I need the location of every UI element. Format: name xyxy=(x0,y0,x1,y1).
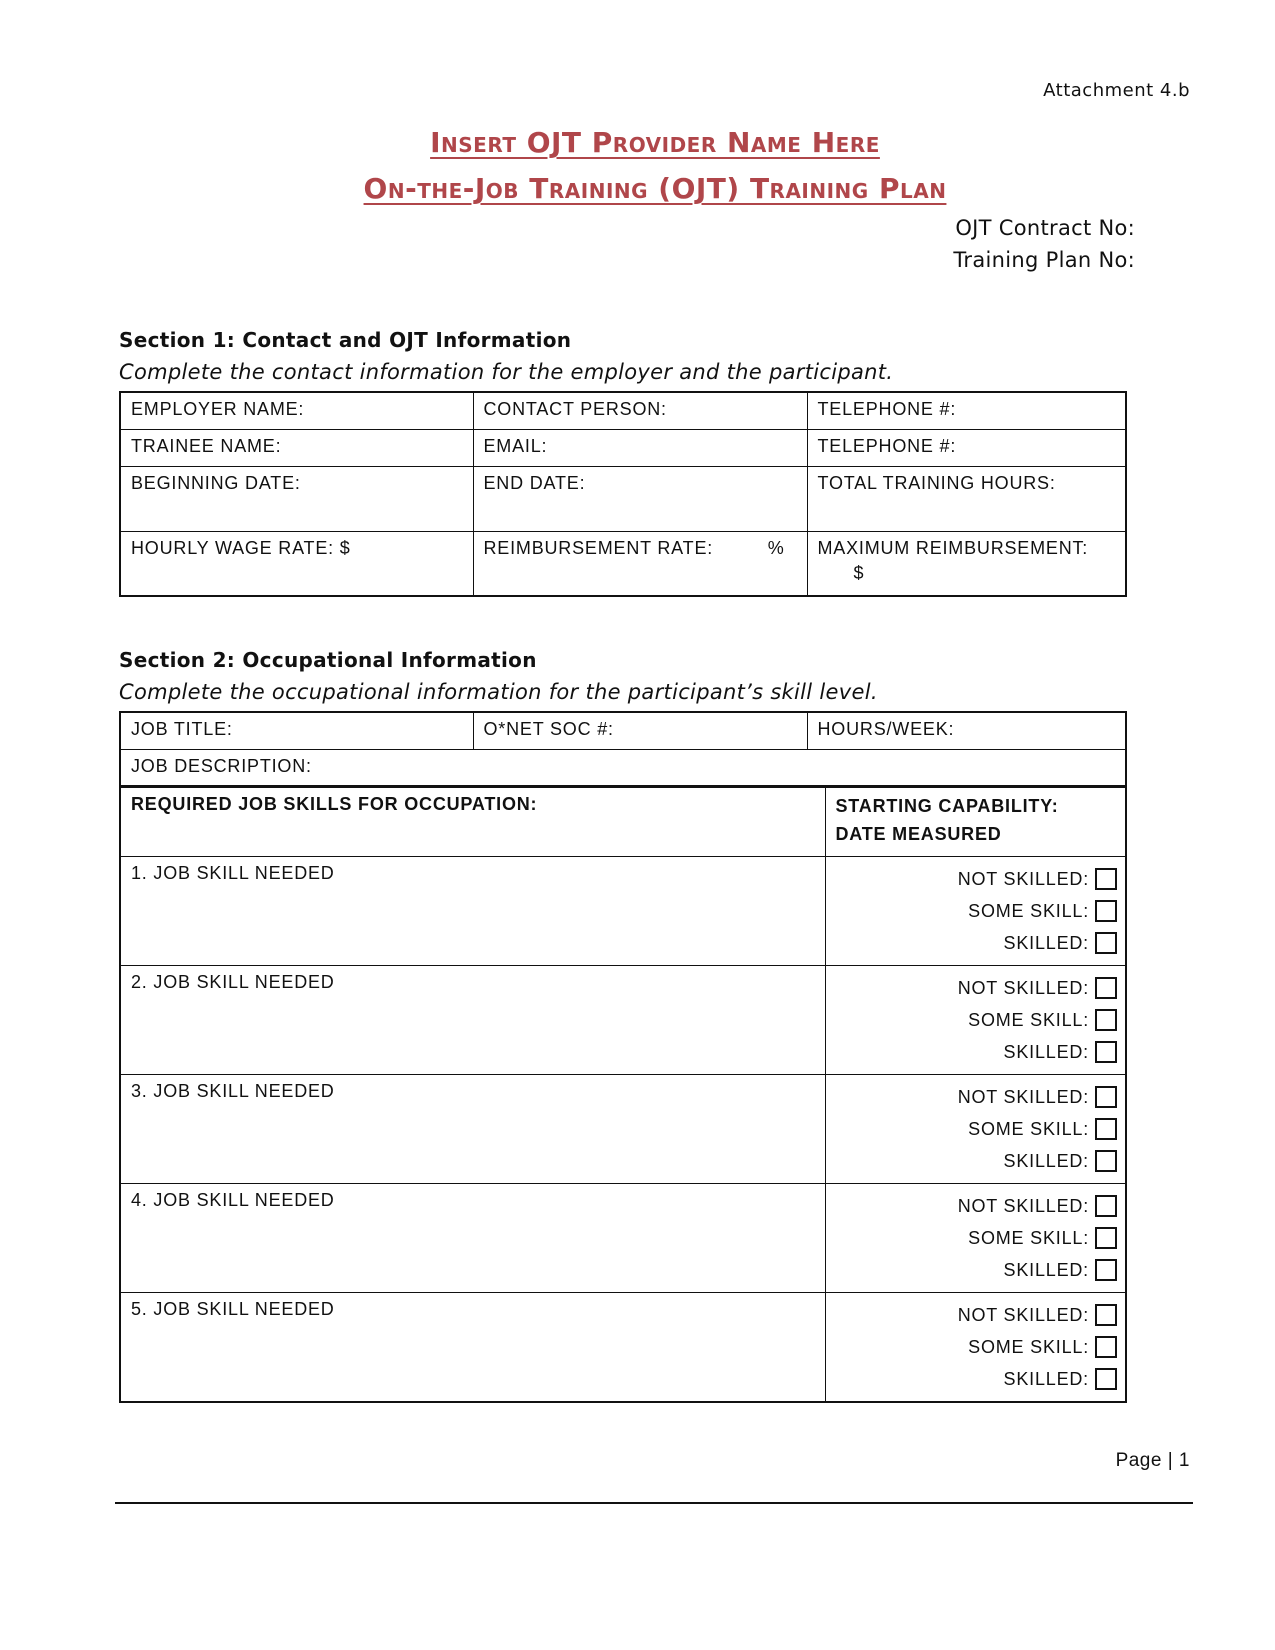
total-hours-label: TOTAL TRAINING HOURS: xyxy=(817,472,1056,493)
not-skilled-label: NOT SKILLED: xyxy=(957,1304,1089,1325)
end-date-label: END DATE: xyxy=(483,472,586,493)
table-row xyxy=(120,857,1126,966)
email-label: EMAIL: xyxy=(483,435,548,456)
dollar-sign: $ xyxy=(853,562,865,583)
skilled-label: SKILLED: xyxy=(1003,1368,1089,1389)
some-skill-label: SOME SKILL: xyxy=(968,1227,1089,1248)
skilled-label: SKILLED: xyxy=(1003,1041,1089,1062)
hours-week-field[interactable] xyxy=(807,712,1126,749)
job-description-field[interactable] xyxy=(120,749,1126,786)
trainee-telephone-label: TELEPHONE #: xyxy=(817,435,957,456)
some-skill-label: SOME SKILL: xyxy=(968,1118,1089,1139)
skilled-label: SKILLED: xyxy=(1003,1259,1089,1280)
training-plan-no-label: Training Plan No: xyxy=(953,248,1135,272)
skilled-checkbox[interactable] xyxy=(1095,1041,1117,1063)
occupational-info-table xyxy=(119,711,1127,787)
skill-2-field[interactable] xyxy=(120,966,825,1075)
skill-1-capability xyxy=(825,857,1126,966)
not-skilled-label: NOT SKILLED: xyxy=(957,1086,1089,1107)
skill-2-capability xyxy=(825,966,1126,1075)
provider-title xyxy=(0,126,1275,159)
section1-heading: Section 1: Contact and OJT Information xyxy=(119,328,572,352)
skill-5-label: 5. JOB SKILL NEEDED xyxy=(131,1299,335,1319)
beginning-date-field[interactable] xyxy=(120,466,473,531)
some-skill-checkbox[interactable] xyxy=(1095,1336,1117,1358)
plan-title-text: On-the-Job Training (OJT) Training Plan xyxy=(363,172,947,205)
some-skill-checkbox[interactable] xyxy=(1095,1227,1117,1249)
skill-2-label: 2. JOB SKILL NEEDED xyxy=(131,972,335,992)
starting-capability-label: STARTING CAPABILITY: xyxy=(835,796,1059,816)
not-skilled-label: NOT SKILLED: xyxy=(957,977,1089,998)
table-row xyxy=(120,1293,1126,1403)
employer-telephone-label: TELEPHONE #: xyxy=(817,399,957,419)
trainee-name-label: TRAINEE NAME: xyxy=(131,435,282,456)
skill-1-field[interactable] xyxy=(120,857,825,966)
some-skill-label: SOME SKILL: xyxy=(968,1009,1089,1030)
hourly-wage-field[interactable] xyxy=(120,531,473,596)
skill-4-capability xyxy=(825,1184,1126,1293)
beginning-date-label: BEGINNING DATE: xyxy=(131,472,301,493)
skill-4-label: 4. JOB SKILL NEEDED xyxy=(131,1190,335,1210)
trainee-name-field[interactable] xyxy=(120,429,473,466)
not-skilled-checkbox[interactable] xyxy=(1095,1304,1117,1326)
some-skill-label: SOME SKILL: xyxy=(968,1336,1089,1357)
skill-1-label: 1. JOB SKILL NEEDED xyxy=(131,863,335,883)
table-row xyxy=(120,466,1126,531)
not-skilled-checkbox[interactable] xyxy=(1095,1086,1117,1108)
table-row xyxy=(120,712,1126,749)
reimbursement-rate-label: REIMBURSEMENT RATE: xyxy=(483,537,714,558)
hourly-wage-label: HOURLY WAGE RATE: $ xyxy=(131,537,351,558)
reimbursement-rate-field[interactable] xyxy=(473,531,807,596)
attachment-label: Attachment 4.b xyxy=(1043,80,1190,101)
table-row xyxy=(120,966,1126,1075)
table-row xyxy=(120,787,1126,857)
employer-name-field[interactable] xyxy=(120,392,473,429)
not-skilled-label: NOT SKILLED: xyxy=(957,1195,1089,1216)
skill-3-field[interactable] xyxy=(120,1075,825,1184)
total-hours-field[interactable] xyxy=(807,466,1126,531)
skill-3-capability xyxy=(825,1075,1126,1184)
table-row xyxy=(120,392,1126,429)
skills-table xyxy=(119,786,1127,1403)
trainee-telephone-field[interactable] xyxy=(807,429,1126,466)
table-row xyxy=(120,531,1126,596)
starting-capability-header xyxy=(825,787,1126,857)
max-reimbursement-field[interactable] xyxy=(807,531,1126,596)
contact-info-table xyxy=(119,391,1127,597)
table-row xyxy=(120,1075,1126,1184)
skill-5-field[interactable] xyxy=(120,1293,825,1403)
job-description-label: JOB DESCRIPTION: xyxy=(131,755,312,776)
job-title-label: JOB TITLE: xyxy=(131,719,233,739)
employer-telephone-field[interactable] xyxy=(807,392,1126,429)
some-skill-checkbox[interactable] xyxy=(1095,900,1117,922)
percent-sign: % xyxy=(767,537,785,558)
not-skilled-checkbox[interactable] xyxy=(1095,977,1117,999)
not-skilled-checkbox[interactable] xyxy=(1095,1195,1117,1217)
skill-4-field[interactable] xyxy=(120,1184,825,1293)
table-row xyxy=(120,1184,1126,1293)
job-title-field[interactable] xyxy=(120,712,473,749)
onet-field[interactable] xyxy=(473,712,807,749)
skilled-label: SKILLED: xyxy=(1003,1150,1089,1171)
skilled-checkbox[interactable] xyxy=(1095,1368,1117,1390)
some-skill-label: SOME SKILL: xyxy=(968,900,1089,921)
contact-person-label: CONTACT PERSON: xyxy=(483,399,667,419)
contract-no-label: OJT Contract No: xyxy=(955,216,1135,240)
skilled-checkbox[interactable] xyxy=(1095,1150,1117,1172)
skilled-checkbox[interactable] xyxy=(1095,1259,1117,1281)
section1-subtitle: Complete the contact information for the employer and the participant. xyxy=(119,360,894,384)
hours-week-label: HOURS/WEEK: xyxy=(817,719,955,739)
email-field[interactable] xyxy=(473,429,807,466)
required-skills-header xyxy=(120,787,825,857)
skilled-label: SKILLED: xyxy=(1003,932,1089,953)
not-skilled-label: NOT SKILLED: xyxy=(957,868,1089,889)
employer-name-label: EMPLOYER NAME: xyxy=(131,399,305,419)
skilled-checkbox[interactable] xyxy=(1095,932,1117,954)
table-row xyxy=(120,429,1126,466)
skill-5-capability xyxy=(825,1293,1126,1403)
onet-label: O*NET SOC #: xyxy=(483,719,614,739)
some-skill-checkbox[interactable] xyxy=(1095,1009,1117,1031)
end-date-field[interactable] xyxy=(473,466,807,531)
date-measured-label: DATE MEASURED xyxy=(835,824,1002,844)
max-reimbursement-label: MAXIMUM REIMBURSEMENT: xyxy=(817,537,1089,558)
footer-divider xyxy=(115,1502,1193,1504)
not-skilled-checkbox[interactable] xyxy=(1095,868,1117,890)
section2-subtitle: Complete the occupational information for the participant’s skill level. xyxy=(119,680,878,704)
contact-person-field[interactable] xyxy=(473,392,807,429)
skill-3-label: 3. JOB SKILL NEEDED xyxy=(131,1081,335,1101)
provider-title-text: Insert OJT Provider Name Here xyxy=(430,126,880,159)
page-number: Page | 1 xyxy=(1115,1450,1190,1471)
required-skills-label: REQUIRED JOB SKILLS FOR OCCUPATION: xyxy=(131,794,538,814)
table-row xyxy=(120,749,1126,786)
section2-heading: Section 2: Occupational Information xyxy=(119,648,537,672)
some-skill-checkbox[interactable] xyxy=(1095,1118,1117,1140)
plan-title xyxy=(0,172,1275,205)
